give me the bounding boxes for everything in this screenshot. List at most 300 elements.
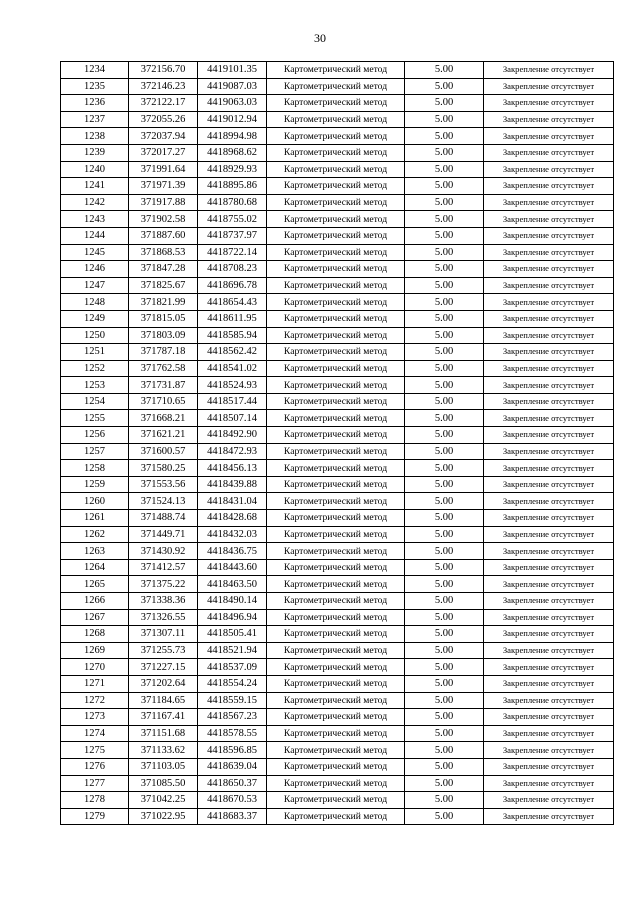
cell-fixing: Закрепление отсутствует [484, 111, 614, 128]
cell-method: Картометрический метод [267, 310, 405, 327]
table-row [61, 808, 614, 825]
cell-fixing: Закрепление отсутствует [484, 476, 614, 493]
cell-coordinate-y: 4418431.04 [198, 493, 267, 510]
cell-coordinate-x: 372146.23 [129, 78, 198, 95]
cell-coordinate-y: 4418737.97 [198, 227, 267, 244]
cell-accuracy: 5.00 [405, 493, 484, 510]
cell-point-number: 1269 [61, 642, 129, 659]
cell-coordinate-x: 372017.27 [129, 144, 198, 161]
cell-point-number: 1260 [61, 493, 129, 510]
cell-coordinate-x: 371488.74 [129, 510, 198, 527]
cell-accuracy: 5.00 [405, 211, 484, 228]
table-row [61, 758, 614, 775]
cell-accuracy: 5.00 [405, 526, 484, 543]
cell-coordinate-y: 4418443.60 [198, 559, 267, 576]
cell-coordinate-y: 4418554.24 [198, 675, 267, 692]
cell-point-number: 1254 [61, 393, 129, 410]
table-row [61, 792, 614, 809]
table-row [61, 277, 614, 294]
cell-point-number: 1249 [61, 310, 129, 327]
table-row [61, 178, 614, 195]
cell-fixing: Закрепление отсутствует [484, 78, 614, 95]
table-row [61, 410, 614, 427]
table-row [61, 393, 614, 410]
cell-accuracy: 5.00 [405, 310, 484, 327]
cell-accuracy: 5.00 [405, 344, 484, 361]
table-row [61, 360, 614, 377]
cell-point-number: 1242 [61, 194, 129, 211]
cell-fixing: Закрепление отсутствует [484, 194, 614, 211]
cell-point-number: 1239 [61, 144, 129, 161]
table-row [61, 692, 614, 709]
cell-point-number: 1276 [61, 758, 129, 775]
cell-accuracy: 5.00 [405, 360, 484, 377]
cell-accuracy: 5.00 [405, 593, 484, 610]
cell-coordinate-x: 371815.05 [129, 310, 198, 327]
cell-fixing: Закрепление отсутствует [484, 410, 614, 427]
cell-coordinate-x: 371917.88 [129, 194, 198, 211]
cell-coordinate-x: 371731.87 [129, 377, 198, 394]
cell-method: Картометрический метод [267, 261, 405, 278]
table-row [61, 626, 614, 643]
cell-accuracy: 5.00 [405, 659, 484, 676]
cell-coordinate-x: 371022.95 [129, 808, 198, 825]
cell-point-number: 1259 [61, 476, 129, 493]
cell-fixing: Закрепление отсутствует [484, 742, 614, 759]
cell-coordinate-y: 4418537.09 [198, 659, 267, 676]
cell-accuracy: 5.00 [405, 194, 484, 211]
cell-point-number: 1234 [61, 62, 129, 79]
cell-point-number: 1277 [61, 775, 129, 792]
cell-point-number: 1253 [61, 377, 129, 394]
cell-accuracy: 5.00 [405, 559, 484, 576]
cell-method: Картометрический метод [267, 510, 405, 527]
coordinates-table-body [61, 62, 614, 825]
cell-fixing: Закрепление отсутствует [484, 144, 614, 161]
cell-method: Картометрический метод [267, 443, 405, 460]
cell-method: Картометрический метод [267, 460, 405, 477]
cell-coordinate-x: 371600.57 [129, 443, 198, 460]
cell-method: Картометрический метод [267, 327, 405, 344]
cell-coordinate-x: 371307.11 [129, 626, 198, 643]
cell-fixing: Закрепление отсутствует [484, 543, 614, 560]
cell-point-number: 1268 [61, 626, 129, 643]
cell-accuracy: 5.00 [405, 244, 484, 261]
table-row [61, 659, 614, 676]
cell-point-number: 1261 [61, 510, 129, 527]
cell-coordinate-y: 4418524.93 [198, 377, 267, 394]
cell-point-number: 1241 [61, 178, 129, 195]
cell-coordinate-y: 4418559.15 [198, 692, 267, 709]
cell-coordinate-x: 371668.21 [129, 410, 198, 427]
cell-fixing: Закрепление отсутствует [484, 377, 614, 394]
cell-coordinate-x: 371326.55 [129, 609, 198, 626]
cell-fixing: Закрепление отсутствует [484, 775, 614, 792]
cell-point-number: 1237 [61, 111, 129, 128]
cell-fixing: Закрепление отсутствует [484, 725, 614, 742]
cell-method: Картометрический метод [267, 161, 405, 178]
cell-point-number: 1264 [61, 559, 129, 576]
cell-fixing: Закрепление отсутствует [484, 178, 614, 195]
cell-coordinate-x: 372156.70 [129, 62, 198, 79]
cell-fixing: Закрепление отсутствует [484, 211, 614, 228]
page-number: 30 [314, 31, 326, 45]
cell-accuracy: 5.00 [405, 775, 484, 792]
cell-accuracy: 5.00 [405, 377, 484, 394]
table-row [61, 261, 614, 278]
cell-accuracy: 5.00 [405, 642, 484, 659]
cell-coordinate-y: 4418708.23 [198, 261, 267, 278]
cell-coordinate-y: 4418585.94 [198, 327, 267, 344]
cell-fixing: Закрепление отсутствует [484, 559, 614, 576]
cell-point-number: 1246 [61, 261, 129, 278]
cell-fixing: Закрепление отсутствует [484, 227, 614, 244]
cell-coordinate-y: 4418541.02 [198, 360, 267, 377]
cell-coordinate-x: 371524.13 [129, 493, 198, 510]
table-row [61, 95, 614, 112]
cell-coordinate-x: 371710.65 [129, 393, 198, 410]
cell-accuracy: 5.00 [405, 692, 484, 709]
cell-fixing: Закрепление отсутствует [484, 576, 614, 593]
cell-fixing: Закрепление отсутствует [484, 792, 614, 809]
cell-coordinate-y: 4418432.03 [198, 526, 267, 543]
cell-point-number: 1263 [61, 543, 129, 560]
cell-coordinate-y: 4418436.75 [198, 543, 267, 560]
cell-coordinate-y: 4418895.86 [198, 178, 267, 195]
table-row [61, 161, 614, 178]
cell-coordinate-x: 371042.25 [129, 792, 198, 809]
cell-coordinate-y: 4418456.13 [198, 460, 267, 477]
cell-coordinate-x: 371803.09 [129, 327, 198, 344]
table-row [61, 244, 614, 261]
cell-accuracy: 5.00 [405, 144, 484, 161]
table-row [61, 377, 614, 394]
table-row [61, 510, 614, 527]
cell-point-number: 1250 [61, 327, 129, 344]
cell-point-number: 1266 [61, 593, 129, 610]
cell-method: Картометрический метод [267, 559, 405, 576]
cell-coordinate-y: 4418755.02 [198, 211, 267, 228]
cell-point-number: 1267 [61, 609, 129, 626]
cell-point-number: 1275 [61, 742, 129, 759]
cell-point-number: 1235 [61, 78, 129, 95]
cell-coordinate-x: 371202.64 [129, 675, 198, 692]
cell-accuracy: 5.00 [405, 227, 484, 244]
table-row [61, 62, 614, 79]
table-row [61, 427, 614, 444]
cell-method: Картометрический метод [267, 493, 405, 510]
cell-accuracy: 5.00 [405, 261, 484, 278]
cell-coordinate-x: 371787.18 [129, 344, 198, 361]
cell-fixing: Закрепление отсутствует [484, 62, 614, 79]
cell-method: Картометрический метод [267, 692, 405, 709]
cell-coordinate-x: 371553.56 [129, 476, 198, 493]
cell-accuracy: 5.00 [405, 277, 484, 294]
cell-fixing: Закрепление отсутствует [484, 526, 614, 543]
cell-coordinate-x: 371580.25 [129, 460, 198, 477]
cell-fixing: Закрепление отсутствует [484, 758, 614, 775]
cell-coordinate-x: 371167.41 [129, 709, 198, 726]
table-row [61, 194, 614, 211]
cell-accuracy: 5.00 [405, 327, 484, 344]
cell-method: Картометрический метод [267, 476, 405, 493]
table-row [61, 294, 614, 311]
cell-coordinate-y: 4418472.93 [198, 443, 267, 460]
cell-method: Картометрический метод [267, 742, 405, 759]
table-row [61, 576, 614, 593]
cell-point-number: 1245 [61, 244, 129, 261]
cell-coordinate-x: 371887.60 [129, 227, 198, 244]
cell-coordinate-y: 4418596.85 [198, 742, 267, 759]
table-row [61, 144, 614, 161]
cell-method: Картометрический метод [267, 128, 405, 145]
cell-accuracy: 5.00 [405, 410, 484, 427]
cell-fixing: Закрепление отсутствует [484, 261, 614, 278]
cell-fixing: Закрепление отсутствует [484, 692, 614, 709]
cell-coordinate-y: 4419012.94 [198, 111, 267, 128]
cell-coordinate-x: 371762.58 [129, 360, 198, 377]
cell-fixing: Закрепление отсутствует [484, 460, 614, 477]
cell-accuracy: 5.00 [405, 95, 484, 112]
table-row [61, 609, 614, 626]
cell-method: Картометрический метод [267, 543, 405, 560]
cell-fixing: Закрепление отсутствует [484, 626, 614, 643]
cell-point-number: 1274 [61, 725, 129, 742]
cell-coordinate-y: 4418722.14 [198, 244, 267, 261]
table-row [61, 642, 614, 659]
cell-fixing: Закрепление отсутствует [484, 360, 614, 377]
cell-coordinate-x: 371971.39 [129, 178, 198, 195]
cell-accuracy: 5.00 [405, 576, 484, 593]
cell-point-number: 1255 [61, 410, 129, 427]
cell-fixing: Закрепление отсутствует [484, 808, 614, 825]
cell-coordinate-y: 4418650.37 [198, 775, 267, 792]
cell-accuracy: 5.00 [405, 161, 484, 178]
cell-coordinate-y: 4418517.44 [198, 393, 267, 410]
cell-coordinate-y: 4418639.04 [198, 758, 267, 775]
cell-method: Картометрический метод [267, 360, 405, 377]
cell-fixing: Закрепление отсутствует [484, 128, 614, 145]
table-row [61, 559, 614, 576]
cell-method: Картометрический метод [267, 244, 405, 261]
cell-coordinate-x: 371902.58 [129, 211, 198, 228]
cell-coordinate-y: 4419063.03 [198, 95, 267, 112]
cell-method: Картометрический метод [267, 62, 405, 79]
cell-coordinate-y: 4419101.35 [198, 62, 267, 79]
cell-point-number: 1252 [61, 360, 129, 377]
cell-coordinate-x: 371430.92 [129, 543, 198, 560]
cell-method: Картометрический метод [267, 675, 405, 692]
table-row [61, 709, 614, 726]
table-row [61, 78, 614, 95]
cell-method: Картометрический метод [267, 609, 405, 626]
cell-method: Картометрический метод [267, 659, 405, 676]
cell-coordinate-x: 371133.62 [129, 742, 198, 759]
table-row [61, 675, 614, 692]
cell-fixing: Закрепление отсутствует [484, 642, 614, 659]
cell-method: Картометрический метод [267, 709, 405, 726]
cell-coordinate-x: 372055.26 [129, 111, 198, 128]
cell-method: Картометрический метод [267, 211, 405, 228]
cell-coordinate-x: 371151.68 [129, 725, 198, 742]
cell-coordinate-x: 371821.99 [129, 294, 198, 311]
table-row [61, 493, 614, 510]
cell-point-number: 1262 [61, 526, 129, 543]
cell-coordinate-x: 372122.17 [129, 95, 198, 112]
cell-point-number: 1273 [61, 709, 129, 726]
cell-accuracy: 5.00 [405, 178, 484, 195]
cell-coordinate-x: 371255.73 [129, 642, 198, 659]
cell-coordinate-y: 4418578.55 [198, 725, 267, 742]
cell-accuracy: 5.00 [405, 543, 484, 560]
cell-point-number: 1244 [61, 227, 129, 244]
cell-accuracy: 5.00 [405, 111, 484, 128]
cell-method: Картометрический метод [267, 758, 405, 775]
cell-point-number: 1279 [61, 808, 129, 825]
cell-accuracy: 5.00 [405, 294, 484, 311]
cell-fixing: Закрепление отсутствует [484, 310, 614, 327]
cell-point-number: 1236 [61, 95, 129, 112]
cell-coordinate-y: 4418683.37 [198, 808, 267, 825]
cell-coordinate-y: 4418670.53 [198, 792, 267, 809]
cell-coordinate-y: 4418968.62 [198, 144, 267, 161]
cell-method: Картометрический метод [267, 626, 405, 643]
table-row [61, 543, 614, 560]
cell-coordinate-x: 371449.71 [129, 526, 198, 543]
cell-coordinate-y: 4418696.78 [198, 277, 267, 294]
cell-method: Картометрический метод [267, 95, 405, 112]
table-row [61, 128, 614, 145]
cell-method: Картометрический метод [267, 576, 405, 593]
cell-accuracy: 5.00 [405, 792, 484, 809]
cell-coordinate-y: 4418654.43 [198, 294, 267, 311]
cell-coordinate-y: 4419087.03 [198, 78, 267, 95]
table-row [61, 476, 614, 493]
table-row [61, 526, 614, 543]
cell-coordinate-y: 4418567.23 [198, 709, 267, 726]
cell-accuracy: 5.00 [405, 393, 484, 410]
cell-accuracy: 5.00 [405, 443, 484, 460]
cell-point-number: 1278 [61, 792, 129, 809]
table-row [61, 443, 614, 460]
cell-fixing: Закрепление отсутствует [484, 393, 614, 410]
cell-point-number: 1251 [61, 344, 129, 361]
cell-coordinate-y: 4418780.68 [198, 194, 267, 211]
cell-point-number: 1243 [61, 211, 129, 228]
cell-fixing: Закрепление отсутствует [484, 709, 614, 726]
cell-accuracy: 5.00 [405, 742, 484, 759]
cell-fixing: Закрепление отсутствует [484, 277, 614, 294]
cell-fixing: Закрепление отсутствует [484, 493, 614, 510]
table-row [61, 742, 614, 759]
cell-accuracy: 5.00 [405, 808, 484, 825]
cell-coordinate-y: 4418994.98 [198, 128, 267, 145]
cell-point-number: 1247 [61, 277, 129, 294]
cell-point-number: 1271 [61, 675, 129, 692]
cell-fixing: Закрепление отсутствует [484, 443, 614, 460]
table-row [61, 227, 614, 244]
table-row [61, 593, 614, 610]
cell-accuracy: 5.00 [405, 725, 484, 742]
cell-point-number: 1240 [61, 161, 129, 178]
cell-accuracy: 5.00 [405, 460, 484, 477]
cell-method: Картометрический метод [267, 526, 405, 543]
cell-coordinate-y: 4418496.94 [198, 609, 267, 626]
table-row [61, 111, 614, 128]
cell-point-number: 1238 [61, 128, 129, 145]
cell-method: Картометрический метод [267, 808, 405, 825]
cell-method: Картометрический метод [267, 194, 405, 211]
cell-method: Картометрический метод [267, 144, 405, 161]
cell-point-number: 1257 [61, 443, 129, 460]
cell-fixing: Закрепление отсутствует [484, 675, 614, 692]
cell-coordinate-y: 4418463.50 [198, 576, 267, 593]
cell-method: Картометрический метод [267, 642, 405, 659]
table-row [61, 344, 614, 361]
cell-point-number: 1272 [61, 692, 129, 709]
cell-accuracy: 5.00 [405, 709, 484, 726]
cell-coordinate-y: 4418929.93 [198, 161, 267, 178]
cell-method: Картометрический метод [267, 178, 405, 195]
coordinates-table [60, 61, 614, 825]
cell-coordinate-x: 371085.50 [129, 775, 198, 792]
cell-coordinate-x: 372037.94 [129, 128, 198, 145]
cell-coordinate-y: 4418439.88 [198, 476, 267, 493]
cell-fixing: Закрепление отсутствует [484, 593, 614, 610]
cell-method: Картометрический метод [267, 593, 405, 610]
cell-method: Картометрический метод [267, 775, 405, 792]
cell-method: Картометрический метод [267, 344, 405, 361]
cell-accuracy: 5.00 [405, 427, 484, 444]
table-row [61, 327, 614, 344]
cell-coordinate-y: 4418505.41 [198, 626, 267, 643]
cell-method: Картометрический метод [267, 227, 405, 244]
cell-coordinate-y: 4418490.14 [198, 593, 267, 610]
cell-fixing: Закрепление отсутствует [484, 294, 614, 311]
cell-accuracy: 5.00 [405, 78, 484, 95]
cell-point-number: 1248 [61, 294, 129, 311]
table-row [61, 775, 614, 792]
cell-coordinate-x: 371338.36 [129, 593, 198, 610]
cell-coordinate-y: 4418611.95 [198, 310, 267, 327]
cell-coordinate-x: 371847.28 [129, 261, 198, 278]
cell-coordinate-y: 4418507.14 [198, 410, 267, 427]
cell-point-number: 1258 [61, 460, 129, 477]
cell-accuracy: 5.00 [405, 128, 484, 145]
cell-coordinate-x: 371184.65 [129, 692, 198, 709]
cell-point-number: 1265 [61, 576, 129, 593]
table-row [61, 460, 614, 477]
table-row [61, 725, 614, 742]
cell-coordinate-x: 371991.64 [129, 161, 198, 178]
cell-accuracy: 5.00 [405, 510, 484, 527]
cell-method: Картометрический метод [267, 277, 405, 294]
cell-method: Картометрический метод [267, 377, 405, 394]
cell-fixing: Закрепление отсутствует [484, 95, 614, 112]
cell-method: Картометрический метод [267, 111, 405, 128]
cell-accuracy: 5.00 [405, 62, 484, 79]
cell-method: Картометрический метод [267, 410, 405, 427]
cell-coordinate-y: 4418428.68 [198, 510, 267, 527]
cell-fixing: Закрепление отсутствует [484, 244, 614, 261]
cell-fixing: Закрепление отсутствует [484, 659, 614, 676]
cell-fixing: Закрепление отсутствует [484, 609, 614, 626]
cell-accuracy: 5.00 [405, 476, 484, 493]
table-row [61, 211, 614, 228]
cell-method: Картометрический метод [267, 294, 405, 311]
cell-fixing: Закрепление отсутствует [484, 161, 614, 178]
cell-fixing: Закрепление отсутствует [484, 427, 614, 444]
